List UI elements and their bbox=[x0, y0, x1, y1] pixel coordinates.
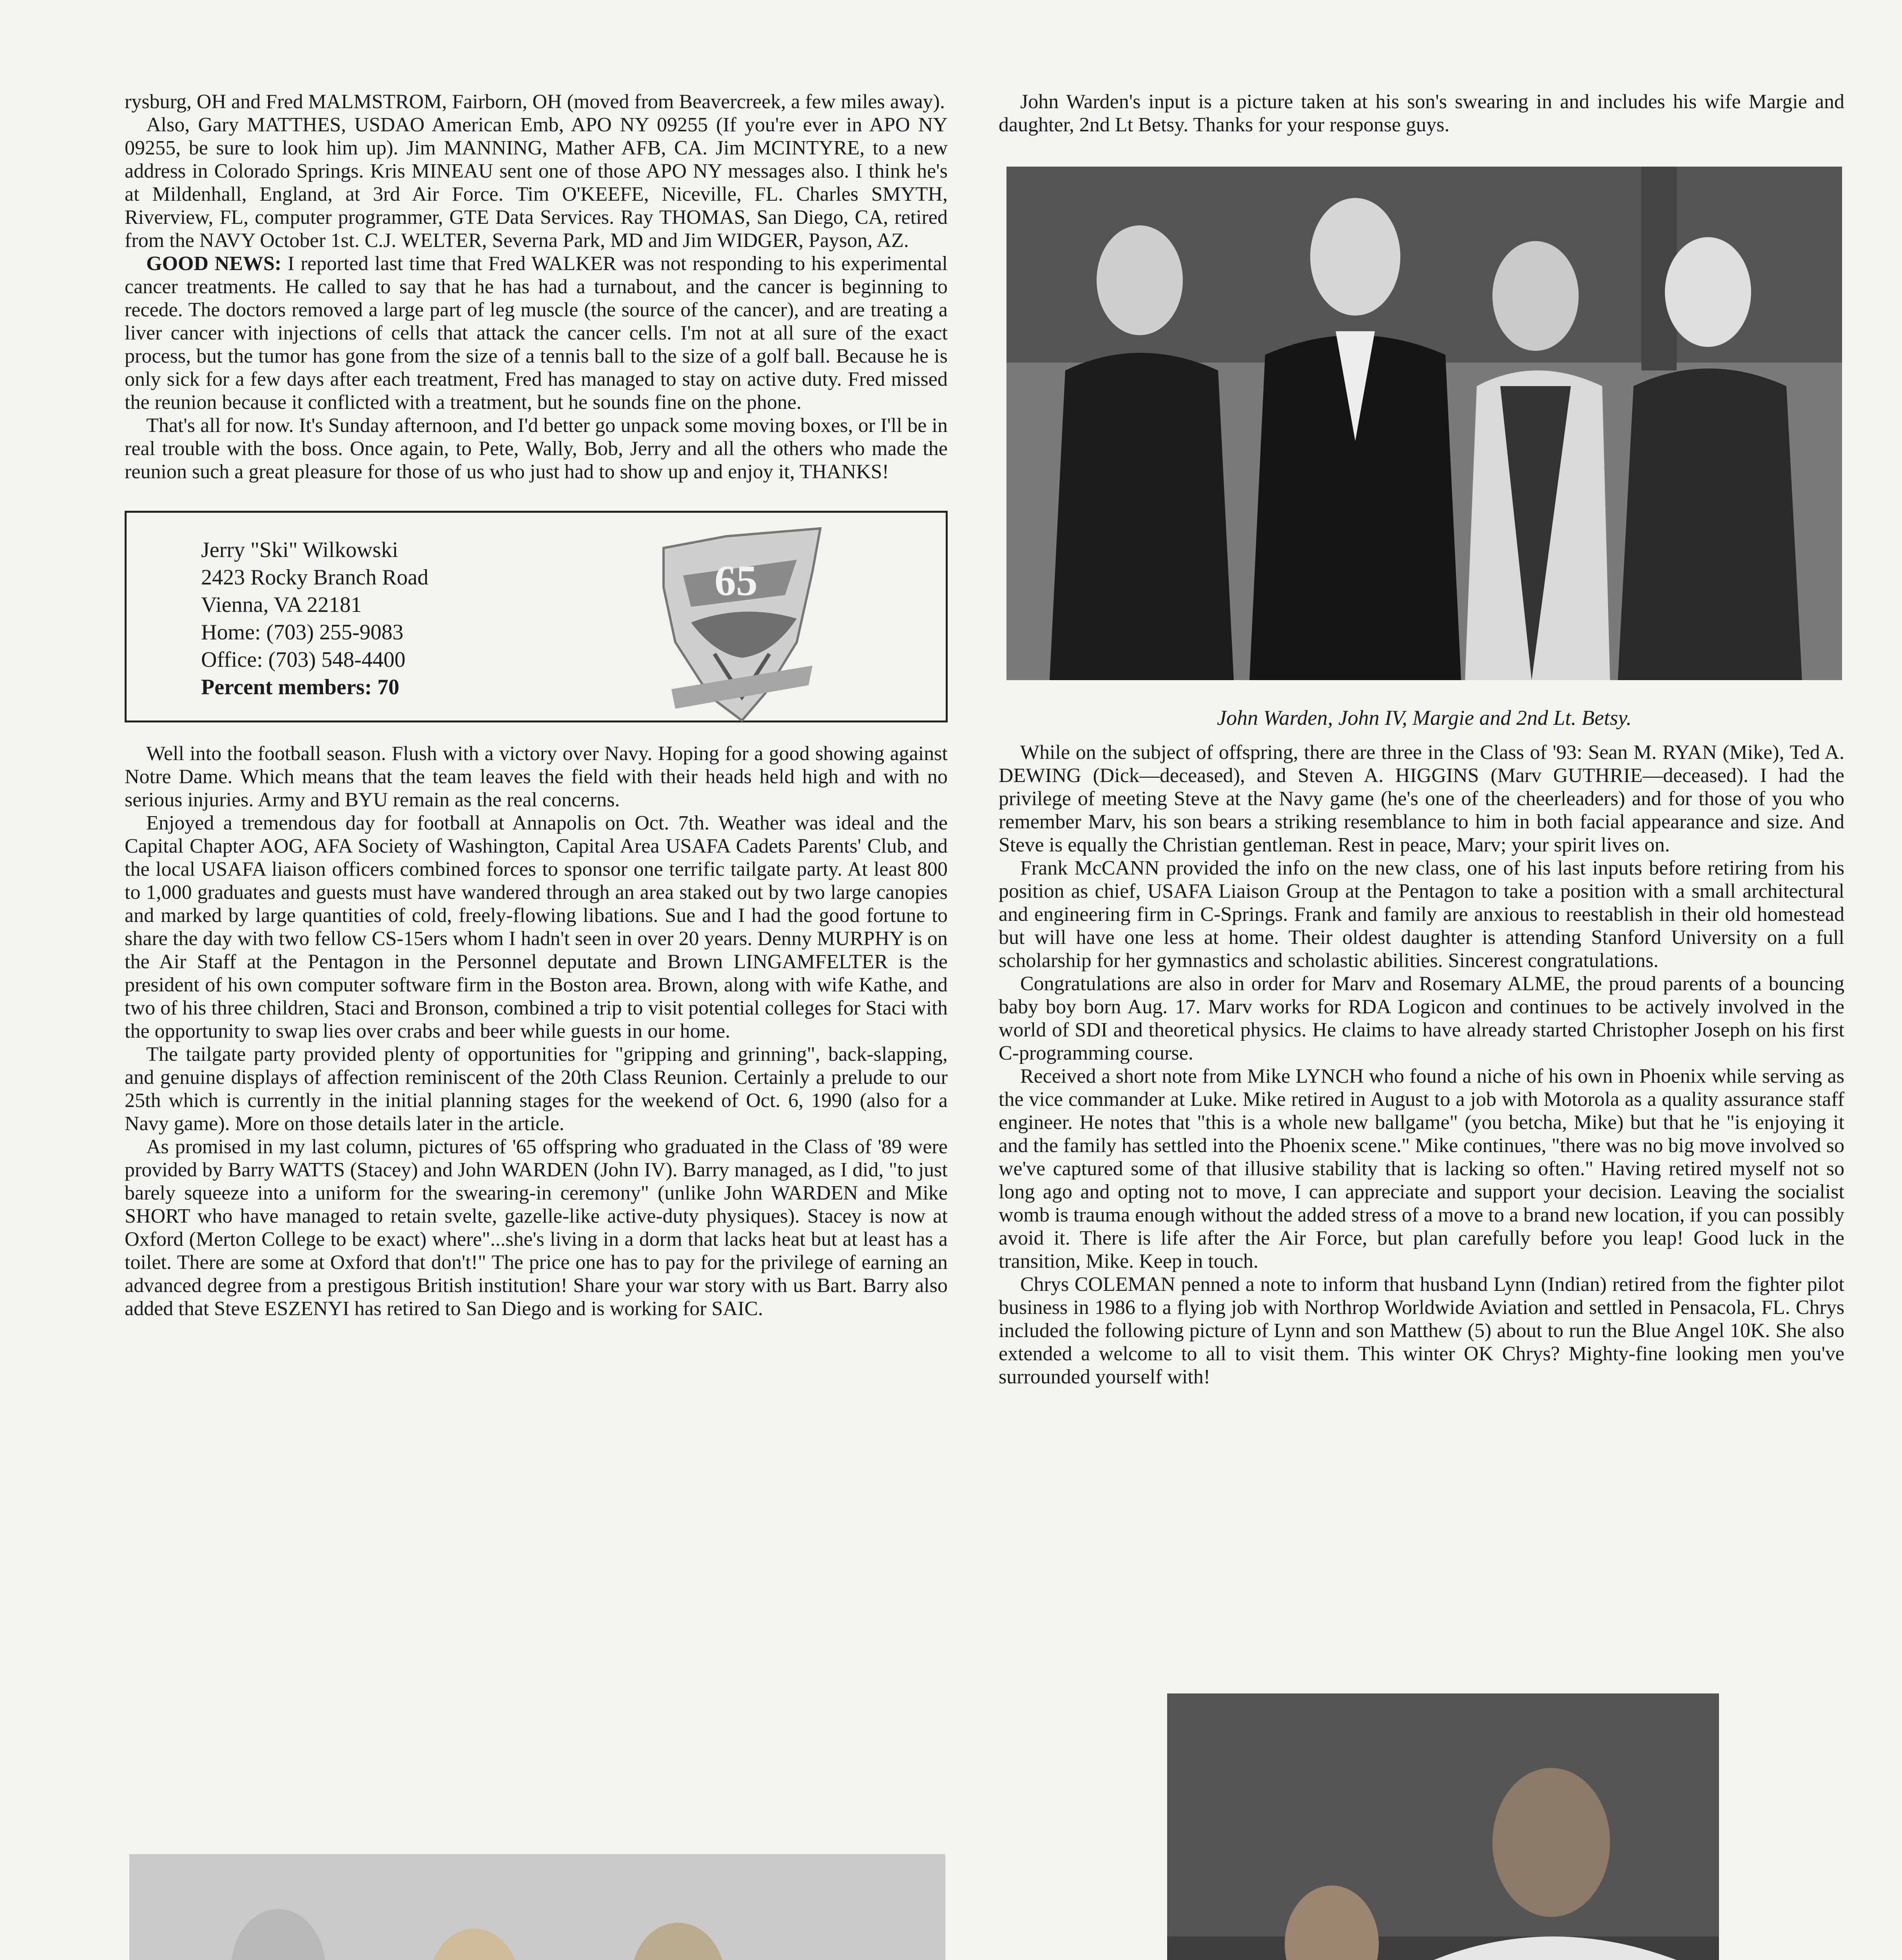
paragraph: Received a short note from Mike LYNCH who found a niche of his own in Phoenix while serving as the vice commander at Luke. Mike retired in August to a job with Motorola as a quality assurance staff engineer. He notes that "this is a whole new ballgame" (you betcha, Mike) but that he "is enjoying it and the family has settled into the Phoenix scene." Mike continues, "there was no big move involved so we've captured some of that illusive stability that is lacking so often." Having retired myself not so long ago and opting not to move, I can appreciate and support your decision. Leaving the socialist womb is trauma enough without the added stress of a move to a brand new location, if you can possibly avoid it. There is life after the Air Force, but plan carefully before you leap! Good luck in the transition, Mike. Keep in touch. bbox=[999, 1065, 1844, 1272]
contact-city: Vienna, VA 22181 bbox=[201, 593, 362, 617]
paragraph: As promised in my last column, pictures of '65 offspring who graduated in the Class of '89 were provided by Barry WATTS (Stacey) and John WARDEN (John IV). Barry managed, as I did, "to just barely squeeze into a uniform for the swearing-in ceremony" (unlike John WARDEN and Mike SHORT who have managed to retain svelte, gazelle-like active-duty physiques). Stacey is now at Oxford (Merton College to be exact) where"...she's living in a dorm that lacks heat but at least has a toilet. There are some at Oxford that don't!" The price one has to pay for the privilege of earning an advanced degree from a prestigous British institution! Share your war story with us Bart. Barry also added that Steve ESZENYI has retired to San Diego and is working for SAIC. bbox=[125, 1136, 948, 1320]
coleman-photo-image bbox=[1167, 1693, 1719, 1960]
right-column-body bbox=[999, 741, 1844, 1388]
paragraph bbox=[125, 252, 948, 414]
paragraph: Also, Gary MATTHES, USDAO American Emb, APO NY 09255 (If you're ever in APO NY 09255, be sure to look him up). Jim MANNING, Mather AFB, CA. Jim MCINTYRE, to a new address in Colorado Springs. Kris MINEAU sent one of those APO NY messages also. I think he's at Mildenhall, England, at 3rd Air Force. Tim O'KEEFE, Niceville, FL. Charles SMYTH, Riverview, FL, computer programmer, GTE Data Services. Ray THOMAS, San Diego, CA, retired from the NAVY October 1st. C.J. WELTER, Severna Park, MD and Jim WIDGER, Payson, AZ. bbox=[125, 114, 948, 252]
paragraph: Chrys COLEMAN penned a note to inform that husband Lynn (Indian) retired from the fighter pilot business in 1986 to a flying job with Northrop Worldwide Aviation and settled in Pensacola, FL. Chrys included the following picture of Lynn and son Matthew (5) about to run the Blue Angel 10K. She also extended a welcome to all to visit them. This winter OK Chrys? Mighty-fine looking men you've surrounded yourself with! bbox=[999, 1273, 1844, 1388]
warden-family-photo bbox=[1006, 167, 1842, 680]
good-news-lead: GOOD NEWS: bbox=[146, 252, 282, 275]
contact-street: 2423 Rocky Branch Road bbox=[201, 565, 429, 590]
paragraph: Enjoyed a tremendous day for football at Annapolis on Oct. 7th. Weather was ideal and the Capital Chapter AOG, AFA Society of Washington, Capital Area USAFA Cadets Parents' Club, and the local USAFA liaison officers combined forces to sponsor one terrific tailgate party. At least 800 to 1,000 graduates and guests must have wandered through an area staked out by two large canopies and marked by large quantities of cold, freely-flowing libations. Sue and I had the good fortune to share the day with two fellow CS-15ers whom I hadn't seen in over 20 years. Denny MURPHY is on the Air Staff at the Pentagon in the Personnel deputate and Brown LINGAMFELTER is the president of his own computer software firm in the Boston area. Brown, along with wife Kathe, and two of his three children, Staci and Bronson, combined a trip to visit potential colleges for Staci with the opportunity to swap lies over crabs and beer while guests in our home. bbox=[125, 812, 948, 1042]
photo-caption: John Warden, John IV, Margie and 2nd Lt. Betsy. bbox=[1217, 706, 1632, 730]
percent-members: Percent members: 70 bbox=[201, 675, 399, 699]
paragraph: Congratulations are also in order for Marv and Rosemary ALME, the proud parents of a bouncing baby boy born Aug. 17. Marv works for RDA Logicon and continues to be actively involved in the world of SDI and theoretical physics. He claims to have already started Christopher Joseph on his first C-programming course. bbox=[999, 973, 1844, 1064]
contact-home-phone: Home: (703) 255-9083 bbox=[201, 620, 404, 644]
paragraph: John Warden's input is a picture taken at his son's swearing in and includes his wife Margie and daughter, 2nd Lt Betsy. Thanks for your response guys. bbox=[999, 91, 1844, 136]
warden-family-photo-image bbox=[1006, 167, 1842, 680]
watts-family-photo bbox=[129, 1854, 945, 1960]
paragraph: While on the subject of offspring, there are three in the Class of '93: Sean M. RYAN (Mike), Ted A. DEWING (Dick—deceased), and Steven A. HIGGINS (Marv GUTHRIE—deceased). I had the privilege of meeting Steve at the Navy game (he's one of the cheerleaders) and for those of you who remember Marv, his son bears a striking resemblance to him in both facial appearance and size. And Steve is equally the Christian gentleman. Rest in peace, Marv; your spirit lives on. bbox=[999, 741, 1844, 856]
paragraph: Well into the football season. Flush with a victory over Navy. Hoping for a good showing against Notre Dame. Which means that the team leaves the field with their heads held high and with no serious injuries. Army and BYU remain as the real concerns. bbox=[125, 742, 948, 811]
contact-box bbox=[125, 511, 948, 722]
paragraph: The tailgate party provided plenty of opportunities for "gripping and grinning", back-slapping, and genuine displays of affection reminiscent of the 20th Class Reunion. Certainly a prelude to our 25th which is currently in the initial planning stages for the weekend of Oct. 6, 1990 (also for a Navy game). More on those details later in the article. bbox=[125, 1043, 948, 1135]
paragraph: That's all for now. It's Sunday afternoon, and I'd better go unpack some moving boxes, or I'll be in real trouble with the boss. Once again, to Pete, Wally, Bob, Jerry and all the others who made the reunion such a great pleasure for those of us who just had to show up and enjoy it, THANKS! bbox=[125, 414, 948, 483]
contact-office-phone: Office: (703) 548-4400 bbox=[201, 648, 406, 672]
right-column bbox=[999, 90, 1844, 136]
crest-text: 65 bbox=[714, 557, 758, 604]
watts-family-photo-image bbox=[129, 1854, 945, 1960]
contact-name: Jerry "Ski" Wilkowski bbox=[201, 538, 398, 562]
paragraph: Frank McCANN provided the info on the new class, one of his last inputs before retiring from his position as chief, USAFA Liaison Group at the Pentagon to take a position with a small architectural and engineering firm in C-Springs. Frank and family are anxious to reestablish in their old homestead but will have one less at home. Their oldest daughter is attending Stanford University on a full scholarship for her gymnastics and scholastic abilities. Sincerest congratulations. bbox=[999, 857, 1844, 972]
left-column bbox=[125, 90, 948, 1320]
class-crest-icon bbox=[648, 524, 836, 728]
paragraph: rysburg, OH and Fred MALMSTROM, Fairborn, OH (moved from Beavercreek, a few miles away). bbox=[125, 91, 945, 113]
coleman-photo bbox=[1167, 1693, 1719, 1960]
good-news-text: I reported last time that Fred WALKER was not responding to his experimental cancer treatments. He called to say that he has had a turnabout, and the cancer is beginning to recede. The doctors removed a large part of leg muscle (the source of the cancer), and are treating a liver cancer with injections of cells that attack the cancer cells. I'm not at all sure of the exact process, but the tumor has gone from the size of a tennis ball to the size of a golf ball. Because he is only sick for a few days after each treatment, Fred has managed to stay on active duty. Fred missed the reunion because it conflicted with a treatment, but he sounds fine on the phone. bbox=[125, 252, 948, 414]
